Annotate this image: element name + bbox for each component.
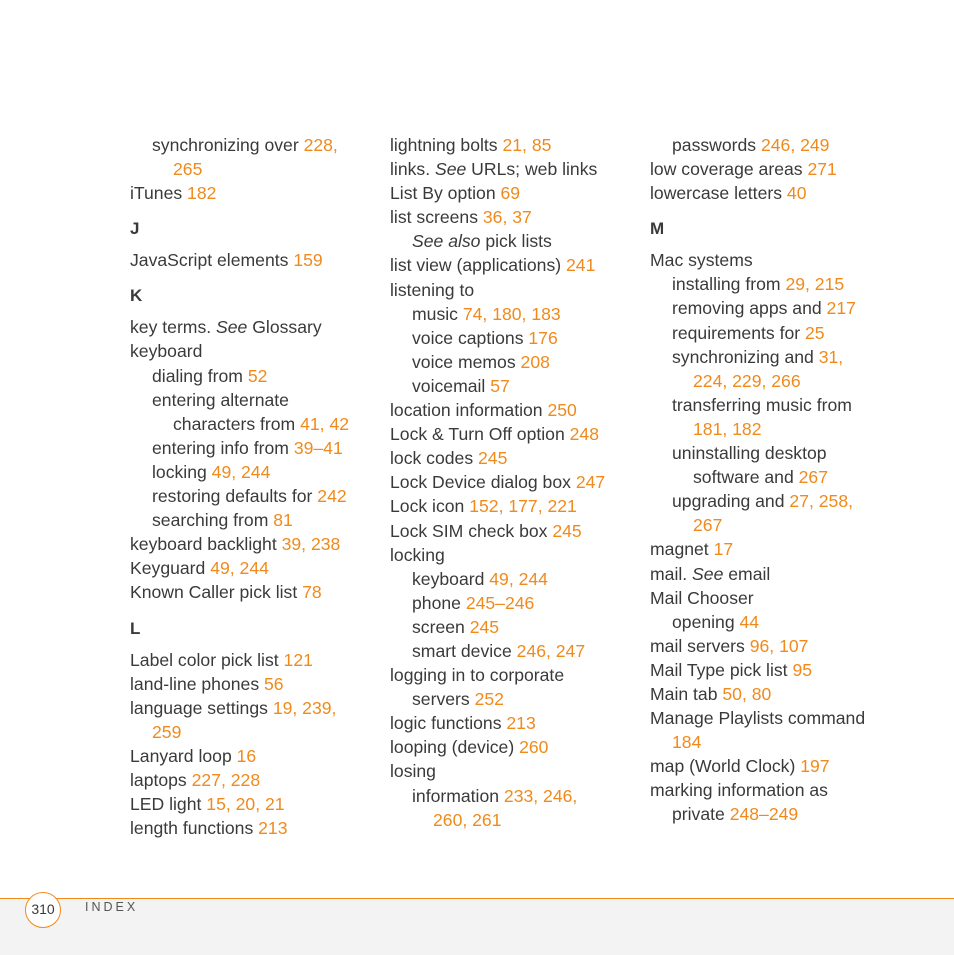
entry-term: Keyguard: [130, 558, 211, 579]
entry-term: location information: [390, 400, 548, 421]
page-reference-link[interactable]: 21, 85: [502, 135, 552, 155]
entry-term: Mail Type pick list: [650, 659, 793, 680]
page-reference-link[interactable]: 213: [506, 713, 536, 734]
entry-term: searching from: [152, 510, 274, 531]
page-reference-link[interactable]: 16: [236, 745, 257, 766]
index-entry: [130, 339, 370, 363]
index-entry: [390, 302, 630, 326]
index-entry: [130, 744, 370, 768]
index-column-3: [650, 133, 900, 827]
entry-term: Lock SIM check box: [390, 520, 553, 541]
index-entry: [130, 792, 370, 816]
page-reference-link[interactable]: 152, 177, 221: [469, 496, 577, 517]
entry-term: JavaScript elements: [130, 250, 294, 271]
index-entry: [650, 730, 900, 754]
index-entry: [390, 591, 630, 615]
page-reference-link[interactable]: 182: [187, 183, 217, 204]
page-reference-link[interactable]: 56: [264, 673, 284, 694]
entry-term: lightning bolts: [390, 135, 503, 155]
index-entry: [390, 735, 630, 759]
index-entry: [650, 157, 900, 181]
page-reference-link[interactable]: 241: [566, 255, 596, 276]
entry-term: losing: [390, 761, 436, 782]
entry-term: map (World Clock): [650, 756, 801, 777]
entry-term: length functions: [130, 818, 259, 839]
page-reference-link[interactable]: 52: [247, 365, 268, 386]
index-entry: [650, 369, 900, 393]
see-target: Glossary: [247, 317, 322, 338]
page-number: 310: [25, 892, 61, 928]
entry-term: Lock icon: [390, 496, 470, 517]
page-reference-link[interactable]: 19, 239,: [272, 697, 337, 718]
page-reference-link[interactable]: 95: [792, 659, 813, 680]
page-reference-link[interactable]: 267: [693, 515, 723, 536]
index-entry: [390, 639, 630, 663]
entry-term: Lock Device dialog box: [390, 472, 576, 493]
page-reference-link[interactable]: 29, 215: [785, 274, 845, 295]
entry-term: entering alternate: [152, 389, 289, 410]
index-entry: [650, 133, 900, 157]
page-reference-link[interactable]: 250: [547, 400, 577, 421]
page-reference-link[interactable]: 159: [293, 250, 323, 271]
entry-term: screen: [412, 616, 470, 637]
page-reference-link[interactable]: 121: [283, 649, 313, 670]
page-reference-link[interactable]: 245: [469, 616, 500, 637]
entry-term: marking information as: [650, 780, 828, 801]
entry-term: information: [412, 785, 504, 806]
entry-term: keyboard: [130, 341, 203, 362]
entry-term: List By option: [390, 183, 501, 204]
page-reference-link[interactable]: 197: [800, 756, 830, 777]
entry-term: key terms.: [130, 317, 217, 338]
page-reference-link[interactable]: 96, 107: [749, 635, 809, 656]
page-reference-link[interactable]: 39–41: [293, 437, 343, 458]
page-reference-link[interactable]: 245: [478, 448, 508, 469]
index-entry: [130, 532, 370, 556]
page-reference-link[interactable]: 233, 246,: [503, 785, 578, 806]
index-entry: [390, 398, 630, 422]
entry-term: keyboard backlight: [130, 534, 282, 555]
page-reference-link[interactable]: 39, 238: [281, 534, 341, 555]
page-reference-link[interactable]: 228,: [303, 135, 338, 155]
page-reference-link[interactable]: 247: [575, 472, 606, 493]
page-footer: [0, 898, 954, 955]
index-entry: [650, 248, 900, 272]
index-entry: [650, 513, 900, 537]
index-entry: [650, 682, 900, 706]
index-entry: [390, 519, 630, 543]
index-entry: [130, 157, 370, 181]
page-reference-link[interactable]: 246, 249: [760, 135, 830, 155]
index-entry: [130, 648, 370, 672]
page-reference-link[interactable]: 31,: [818, 346, 844, 367]
entry-term: low coverage areas: [650, 159, 808, 180]
page-reference-link[interactable]: 36, 37: [482, 207, 532, 228]
page-reference-link[interactable]: 213: [258, 818, 288, 839]
index-entry: [130, 580, 370, 604]
entry-term: dialing from: [152, 365, 248, 386]
entry-term: lock codes: [390, 448, 479, 469]
index-entry: [130, 672, 370, 696]
entry-term: Label color pick list: [130, 649, 284, 670]
see-target: pick lists: [480, 231, 552, 252]
entry-term: Known Caller pick list: [130, 582, 303, 603]
page-reference-link[interactable]: 49, 244: [489, 568, 548, 589]
page-reference-link[interactable]: 252: [474, 689, 504, 710]
entry-term: language settings: [130, 697, 273, 718]
entry-term: upgrading and: [672, 491, 790, 512]
page-reference-link[interactable]: 74, 180, 183: [462, 303, 561, 324]
index-entry: [650, 441, 900, 465]
entry-term: music: [412, 303, 463, 324]
index-entry: [650, 537, 900, 561]
page-reference-link[interactable]: 227, 228: [191, 769, 261, 790]
index-entry: [650, 296, 900, 320]
see-target: email: [723, 563, 771, 584]
index-entry: [650, 562, 900, 586]
index-entry: [390, 784, 630, 808]
page-reference-link[interactable]: 245–246: [465, 592, 535, 613]
entry-term: Lanyard loop: [130, 745, 237, 766]
index-entry: [130, 388, 370, 412]
index-entry: [650, 181, 900, 205]
entry-term: Main tab: [650, 683, 723, 704]
index-entry: [390, 205, 630, 229]
index-entry: [390, 229, 630, 253]
entry-term: voicemail: [412, 375, 491, 396]
page-reference-link[interactable]: 15, 20, 21: [206, 794, 285, 815]
index-entry: [390, 615, 630, 639]
see-reference: See: [434, 159, 467, 180]
index-entry: [650, 272, 900, 296]
index-entry: [650, 658, 900, 682]
entry-term: transferring music from: [672, 394, 852, 415]
page-reference-link[interactable]: 265: [173, 159, 203, 180]
entry-term: looping (device): [390, 737, 520, 758]
letter-heading: M: [650, 219, 665, 239]
entry-term: voice captions: [412, 327, 529, 348]
letter-heading: L: [130, 618, 141, 638]
entry-term: lowercase letters: [650, 183, 787, 204]
entry-term: land-line phones: [130, 673, 265, 694]
entry-term: phone: [412, 592, 466, 613]
index-entry: [390, 494, 630, 518]
index-entry: [650, 417, 900, 441]
index-entry: [650, 754, 900, 778]
page-reference-link[interactable]: 81: [273, 510, 293, 531]
index-entry: [650, 393, 900, 417]
index-entry: [130, 720, 370, 744]
page-reference-link[interactable]: 41, 42: [300, 413, 350, 434]
index-entry: [130, 412, 370, 436]
see-reference: See: [692, 563, 724, 584]
index-entry: [130, 181, 370, 205]
index-entry: [130, 460, 370, 484]
index-entry: [130, 315, 370, 339]
index-entry: [130, 436, 370, 460]
entry-term: logging in to corporate: [390, 665, 565, 686]
letter-heading: J: [130, 219, 140, 239]
entry-term: mail servers: [650, 635, 750, 656]
index-entry: [130, 133, 370, 157]
entry-term: Mac systems: [650, 250, 753, 271]
entry-term: entering info from: [152, 437, 294, 458]
entry-term: LED light: [130, 794, 207, 815]
page-reference-link[interactable]: 49, 244: [210, 558, 269, 579]
page-reference-link[interactable]: 176: [528, 327, 558, 348]
entry-term: mail.: [650, 563, 693, 584]
page-reference-link[interactable]: 260: [519, 737, 549, 758]
entry-term: opening: [672, 611, 740, 632]
page-reference-link[interactable]: 27, 258,: [789, 491, 853, 512]
page-reference-link[interactable]: 49, 244: [211, 461, 271, 482]
page-reference-link[interactable]: 245: [552, 520, 582, 541]
index-entry: [130, 484, 370, 508]
index-entry: [390, 446, 630, 470]
page-reference-link[interactable]: 25: [804, 322, 825, 343]
entry-term: installing from: [672, 274, 786, 295]
entry-term: logic functions: [390, 713, 507, 734]
page-reference-link[interactable]: 181, 182: [693, 418, 762, 439]
page-reference-link[interactable]: 267: [798, 467, 828, 488]
entry-term: synchronizing and: [672, 346, 819, 367]
index-entry: [390, 567, 630, 591]
index-entry: [650, 802, 900, 826]
entry-term: requirements for: [672, 322, 805, 343]
page-reference-link[interactable]: 40: [786, 183, 807, 204]
see-reference: See also: [412, 231, 481, 252]
page-reference-link[interactable]: 57: [490, 375, 510, 396]
page-reference-link[interactable]: 50, 80: [722, 683, 772, 704]
entry-term: passwords: [672, 135, 761, 155]
page-reference-link[interactable]: 246, 247: [516, 640, 586, 661]
section-label: INDEX: [85, 900, 139, 914]
page-reference-link[interactable]: 184: [672, 732, 702, 753]
index-entry: [390, 253, 630, 277]
entry-term: list view (applications): [390, 255, 566, 276]
page-reference-link[interactable]: 78: [302, 582, 322, 603]
index-column-1: [130, 133, 370, 840]
letter-heading: K: [130, 286, 143, 306]
entry-term: locking: [390, 544, 445, 565]
index-entry: [390, 278, 630, 302]
entry-term: laptops: [130, 769, 192, 790]
entry-term: servers: [412, 689, 475, 710]
see-target: URLs; web links: [466, 159, 598, 180]
entry-term: uninstalling desktop: [672, 443, 827, 464]
entry-term: magnet: [650, 539, 714, 560]
entry-term: synchronizing over: [152, 135, 304, 155]
see-reference: See: [216, 317, 248, 338]
index-entry: [390, 711, 630, 735]
index-entry: [650, 610, 900, 634]
entry-term: locking: [152, 461, 212, 482]
index-entry: [390, 326, 630, 350]
index-entry: [650, 634, 900, 658]
page-reference-link[interactable]: 248: [569, 424, 599, 445]
entry-term: software and: [693, 467, 799, 488]
index-entry: [390, 543, 630, 567]
page-reference-link[interactable]: 208: [520, 351, 550, 372]
index-entry: [650, 706, 900, 730]
entry-term: voice memos: [412, 351, 521, 372]
page-reference-link[interactable]: 44: [739, 611, 760, 632]
index-entry: [390, 374, 630, 398]
index-entry: [390, 759, 630, 783]
page-reference-link[interactable]: 271: [807, 159, 837, 180]
page-reference-link[interactable]: 242: [317, 486, 347, 507]
page-reference-link[interactable]: 217: [826, 298, 856, 319]
index-entry: [130, 556, 370, 580]
index-entry: [390, 663, 630, 687]
index-entry: [390, 133, 630, 157]
index-entry: [650, 345, 900, 369]
entry-term: listening to: [390, 279, 475, 300]
index-entry: [390, 350, 630, 374]
entry-term: restoring defaults for: [152, 486, 318, 507]
index-entry: [650, 489, 900, 513]
index-entry: [390, 687, 630, 711]
index-column-2: [390, 133, 630, 832]
entry-term: keyboard: [412, 568, 490, 589]
index-entry: [130, 696, 370, 720]
page-reference-link[interactable]: 260, 261: [433, 809, 502, 830]
entry-term: links.: [390, 159, 435, 180]
index-entry: [650, 321, 900, 345]
page-reference-link[interactable]: 259: [152, 721, 182, 742]
entry-term: private: [672, 804, 730, 825]
index-entry: [130, 364, 370, 388]
index-entry: [390, 181, 630, 205]
entry-term: smart device: [412, 640, 517, 661]
page-reference-link[interactable]: 17: [713, 539, 734, 560]
index-entry: [390, 470, 630, 494]
index-entry: [650, 586, 900, 610]
entry-term: Mail Chooser: [650, 587, 754, 608]
page-reference-link[interactable]: 224, 229, 266: [693, 370, 801, 391]
index-entry: [130, 768, 370, 792]
index-entry: [390, 157, 630, 181]
index-entry: [390, 808, 630, 832]
page-reference-link[interactable]: 248–249: [729, 804, 799, 825]
entry-term: list screens: [390, 207, 483, 228]
index-entry: [650, 465, 900, 489]
index-entry: [130, 816, 370, 840]
index-entry: [650, 778, 900, 802]
entry-term: Lock & Turn Off option: [390, 424, 570, 445]
index-entry: [390, 422, 630, 446]
index-entry: [130, 508, 370, 532]
entry-term: characters from: [173, 413, 301, 434]
entry-term: iTunes: [130, 183, 188, 204]
entry-term: removing apps and: [672, 298, 827, 319]
entry-term: Manage Playlists command: [650, 708, 866, 729]
index-entry: [130, 248, 370, 272]
page-reference-link[interactable]: 69: [500, 183, 521, 204]
